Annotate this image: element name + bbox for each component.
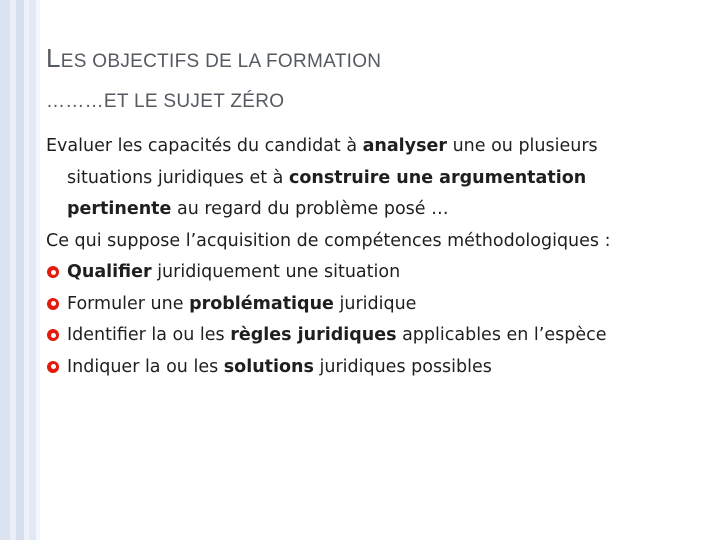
bullet-text: Indiquer la ou les — [67, 356, 224, 377]
list-item — [46, 289, 636, 321]
red-circle-bullet-icon — [47, 266, 59, 278]
intro-bold-argumentation: construire une argumentation pertinente — [67, 167, 587, 219]
intro-paragraph-2: Ce qui suppose l’acquisition de compétences méthodologiques : — [46, 230, 611, 251]
intro-text: au regard du problème posé … — [171, 199, 449, 219]
bullet-bold: règles juridiques — [230, 325, 397, 345]
bullet-text: Identifier la ou les — [67, 325, 231, 345]
red-circle-bullet-icon — [47, 329, 59, 341]
bullet-bold: solutions — [223, 356, 314, 377]
bullet-text: applicables en l’espèce — [396, 325, 607, 345]
decorative-side-stripes — [0, 0, 40, 540]
competences-list — [46, 257, 636, 383]
bullet-bold: Qualifier — [67, 262, 152, 282]
slide-title — [46, 38, 686, 122]
title-line-2: ………ET LE SUJET ZÉRO — [46, 91, 285, 112]
bullet-text: juridiquement une situation — [151, 262, 401, 282]
intro-bold-analyser: analyser — [362, 136, 448, 156]
intro-paragraph-1 — [46, 131, 636, 226]
list-item — [46, 320, 636, 352]
intro-text: une ou plusieurs situations juridiques et à — [67, 136, 598, 188]
red-circle-bullet-icon — [47, 361, 59, 373]
intro-text: Evaluer les capacités du candidat à — [46, 136, 363, 156]
list-item — [46, 352, 636, 384]
bullet-bold: problématique — [189, 293, 334, 314]
list-item — [46, 257, 636, 289]
bullet-text: juridique — [333, 293, 417, 314]
bullet-text: juridiques possibles — [313, 356, 492, 377]
slide-body — [46, 131, 636, 383]
red-circle-bullet-icon — [47, 298, 59, 310]
title-line-1: LES OBJECTIFS DE LA FORMATION — [46, 43, 382, 73]
bullet-text: Formuler une — [67, 293, 190, 314]
